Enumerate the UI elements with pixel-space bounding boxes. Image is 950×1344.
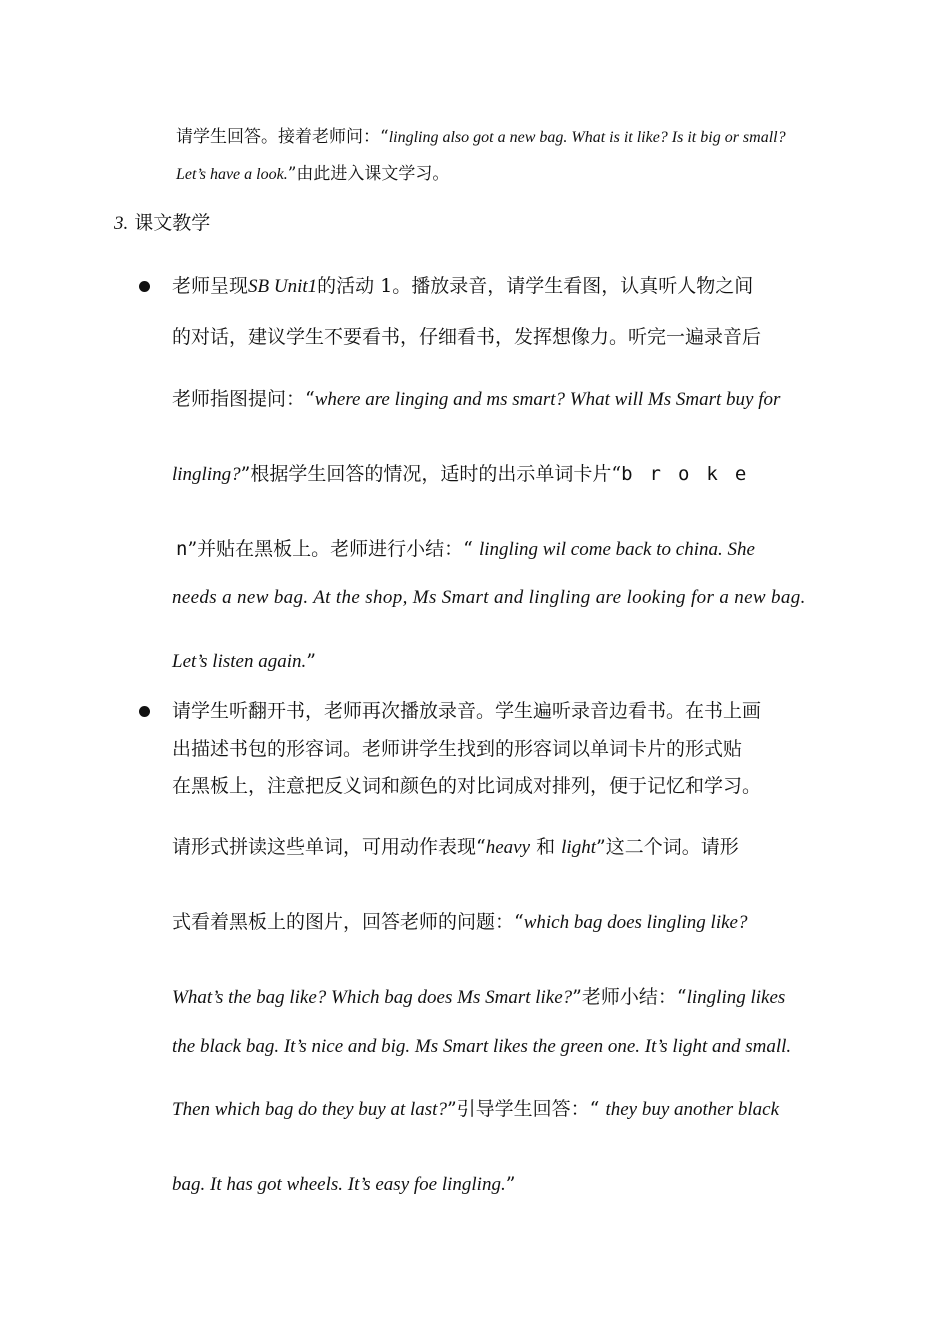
bullet2-line-3 <box>172 773 761 799</box>
bullet2-line-8-cn: ”引导学生回答：“ <box>446 1098 600 1120</box>
bullet2-line-9-cn: ” <box>505 1173 516 1195</box>
bullet2-line-2 <box>172 736 742 762</box>
intro-line-1-en: lingling also got a new bag. What is it like? Is it big or small? <box>388 129 786 146</box>
bullet1-line-1-en: SB Unit1 <box>248 276 318 297</box>
bullet2-line-3-text: 在黑板上，注意把反义词和颜色的对比词成对排列，便于记忆和学习。 <box>172 775 762 797</box>
intro-line-2-en: Let’s have a look. <box>176 166 288 183</box>
bullet1-line-2 <box>172 324 761 350</box>
intro-line-1 <box>176 124 786 151</box>
intro-line-2 <box>176 161 449 188</box>
bullet2-line-4-en2: light <box>561 837 596 858</box>
bullet2-line-8-en2: they buy another black <box>605 1099 780 1120</box>
bullet2-line-1 <box>172 698 761 724</box>
bullet1-line-6-en: needs a new bag. At the shop, Ms Smart and lingling are looking for a new bag. <box>172 587 806 608</box>
bullet1-line-3 <box>172 386 780 413</box>
bullet1-line-2-text: 的对话，建议学生不要看书，仔细看书，发挥想像力。听完一遍录音后 <box>172 326 762 348</box>
bullet1-line-4-cn: ”根据学生回答的情况，适时的出示单词卡片“ <box>240 463 622 485</box>
bullet1-line-1 <box>172 273 753 300</box>
section-number: 3. <box>114 213 129 234</box>
bullet2-line-5 <box>172 909 747 936</box>
bullet1-line-1-c: 1。播放录音，请学生看图，认真听人物之间 <box>380 275 754 297</box>
bullet1-line-7-en: Let’s listen again. <box>172 651 307 672</box>
bullet1-line-3-en: where are linging and ms smart? What will Ms Smart buy for <box>314 389 781 410</box>
intro-line-2-cn: ”由此进入课文学习。 <box>287 164 450 184</box>
bullet1-line-3-cn: 老师指图提问：“ <box>172 388 315 410</box>
bullet1-line-5 <box>176 536 755 563</box>
bullet1-line-4-word: broke <box>621 463 764 485</box>
bullet2-line-4 <box>172 834 739 861</box>
bullet1-line-7-cn: ” <box>306 650 316 672</box>
bullet-dot-1 <box>139 281 150 292</box>
bullet2-line-5-cn: 式看着黑板上的图片，回答老师的问题：“ <box>172 911 524 933</box>
bullet1-line-5-en: lingling wil come back to china. She <box>478 539 755 560</box>
bullet2-line-8 <box>172 1096 779 1123</box>
bullet2-line-1-text: 请学生听翻开书，老师再次播放录音。学生遍听录音边看书。在书上画 <box>172 700 762 722</box>
bullet2-line-8-en: Then which bag do they buy at last? <box>172 1099 447 1120</box>
bullet2-line-2-text: 出描述书包的形容词。老师讲学生找到的形容词以单词卡片的形式贴 <box>172 738 743 760</box>
bullet1-line-5-cn: ”并贴在黑板上。老师进行小结：“ <box>187 538 473 560</box>
bullet2-line-5-en: which bag does lingling like? <box>523 912 748 933</box>
bullet2-line-4-c: ”这二个词。请形 <box>595 836 739 858</box>
bullet2-line-6 <box>172 984 785 1011</box>
bullet2-line-6-cn: ”老师小结：“ <box>572 986 687 1008</box>
bullet2-line-4-en1: heavy <box>485 837 531 858</box>
bullet2-line-7 <box>172 1033 791 1060</box>
bullet2-line-7-en: the black bag. It’s nice and big. Ms Smart likes the green one. It’s light and small. <box>172 1036 792 1057</box>
bullet2-line-9 <box>172 1171 515 1198</box>
intro-line-1-cn: 请学生回答。接着老师问：“ <box>176 127 389 147</box>
bullet1-line-6 <box>172 584 806 611</box>
bullet1-line-4-en: lingling? <box>172 464 241 485</box>
bullet1-line-5-word: n <box>176 538 188 560</box>
bullet2-line-6-en: What’s the bag like? Which bag does Ms Smart like? <box>172 987 573 1008</box>
section-title: 课文教学 <box>134 212 211 234</box>
bullet1-line-1-b: 的活动 <box>317 275 375 297</box>
bullet2-line-4-a: 请形式拼读这些单词，可用动作表现“ <box>172 836 486 858</box>
bullet1-line-1-a: 老师呈现 <box>172 275 249 297</box>
bullet-dot-2 <box>139 706 150 717</box>
section-heading <box>114 210 210 237</box>
bullet1-line-4 <box>172 461 763 488</box>
bullet2-line-4-b: 和 <box>536 836 556 858</box>
bullet2-line-6-en2: lingling likes <box>686 987 786 1008</box>
bullet1-line-7 <box>172 648 316 675</box>
bullet2-line-9-en: bag. It has got wheels. It’s easy foe lingling. <box>172 1174 506 1195</box>
